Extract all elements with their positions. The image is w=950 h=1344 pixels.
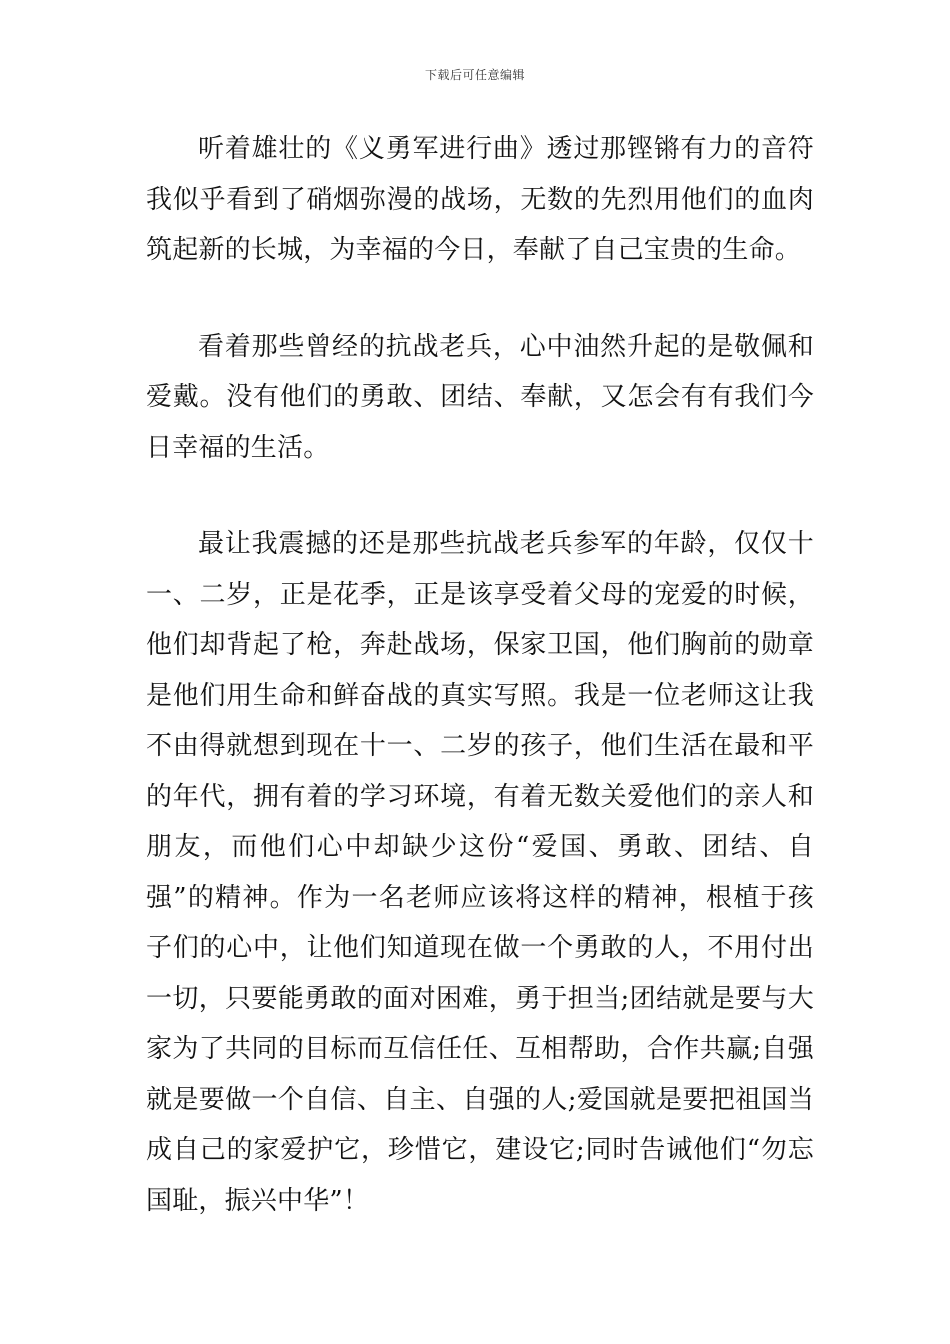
paragraph-2: 看着那些曾经的抗战老兵，心中油然升起的是敬佩和爱戴。没有他们的勇敢、团结、奉献，又怎会有有我们今日幸福的生活。 xyxy=(146,331,814,463)
paragraph-3: 最让我震撼的还是那些抗战老兵参军的年龄，仅仅十一、二岁，正是花季，正是该享受着父母的宠爱的时候，他们却背起了枪，奔赴战场，保家卫国，他们胸前的勋章是他们用生命和鲜奋战的真实写照。我是一位老师这让我不由得就想到现在十一、二岁的孩子，他们生活在最和平的年代，拥有着的学习环境，有着无数关爱他们的亲人和朋友，而他们心中却缺少这份“爱国、勇敢、团结、自强”的精神。作为一名老师应该将这样的精神，根植于孩子们的心中，让他们知道现在做一个勇敢的人，不用付出一切，只要能勇敢的面对困难，勇于担当;团结就是要与大家为了共同的目标而互信任任、互相帮助，合作共赢;自强就是要做一个自信、自主、自强的人;爱国就是要把祖国当成自己的家爱护它，珍惜它，建设它;同时告诫他们“勿忘国耻，振兴中华”！ xyxy=(146,529,814,1216)
paragraph-spacer xyxy=(146,473,814,519)
paragraph-1: 听着雄壮的《义勇军进行曲》透过那铿锵有力的音符我似乎看到了硝烟弥漫的战场，无数的先烈用他们的血肉筑起新的长城，为幸福的今日，奉献了自己宝贵的生命。 xyxy=(146,134,814,265)
paragraph-spacer xyxy=(146,276,814,322)
document-body xyxy=(146,124,814,1226)
page-header-note: 下载后可任意编辑 xyxy=(424,68,525,82)
